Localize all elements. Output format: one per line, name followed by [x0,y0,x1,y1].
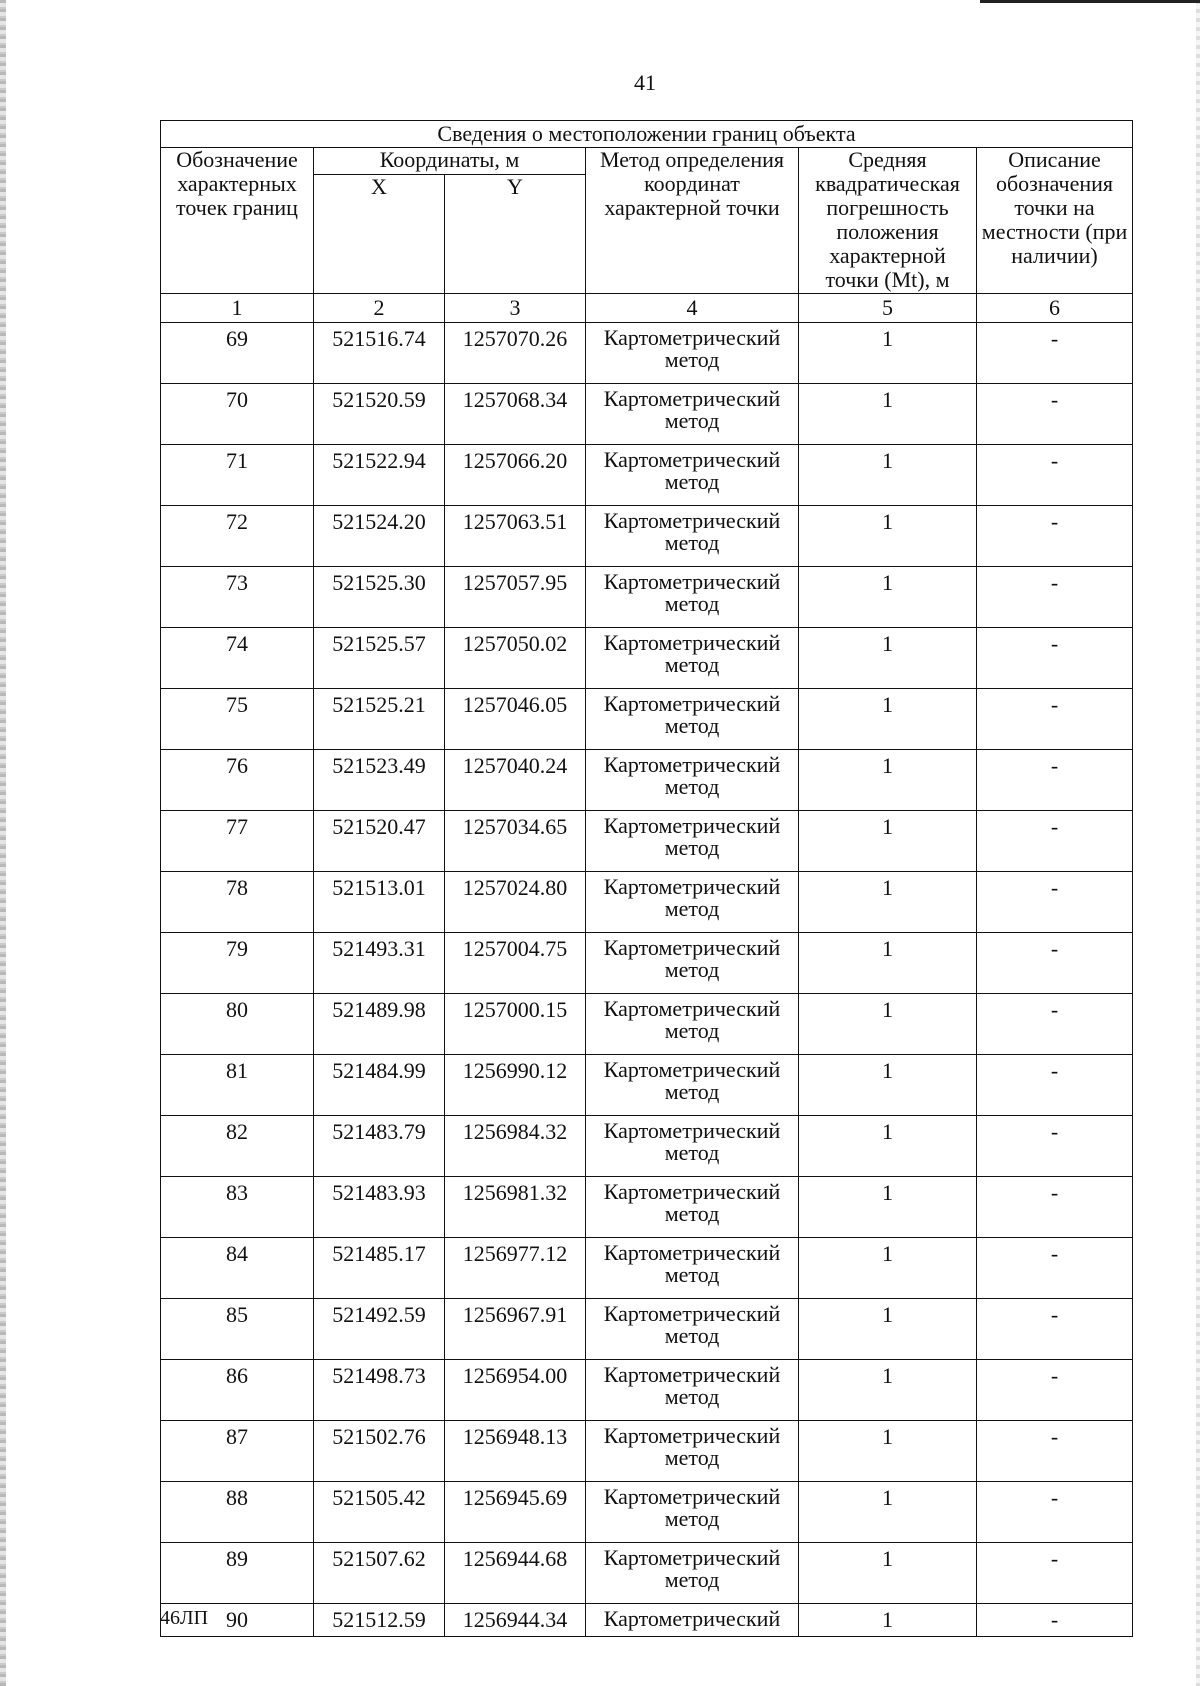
cell-x: 521513.01 [314,872,445,933]
cell-description: - [977,872,1133,933]
cell-method: Картометрический метод [586,323,799,384]
cell-y: 1256977.12 [445,1238,586,1299]
cell-point: 75 [161,689,314,750]
header-error: Средняя квадратическая погрешность положения характерной точки (Mt), м [799,148,977,294]
cell-y: 1256948.13 [445,1421,586,1482]
cell-description: - [977,1360,1133,1421]
cell-description: - [977,1116,1133,1177]
table-row [161,1055,1133,1116]
cell-method: Картометрический метод [586,994,799,1055]
cell-y: 1256984.32 [445,1116,586,1177]
table-row [161,384,1133,445]
cell-y: 1257040.24 [445,750,586,811]
cell-method: Картометрический метод [586,872,799,933]
header-point: Обозначение характерных точек границ [161,148,314,294]
table-body [161,323,1133,1637]
cell-y: 1257050.02 [445,628,586,689]
cell-point: 77 [161,811,314,872]
scan-line-top [980,0,1200,3]
cell-y: 1257000.15 [445,994,586,1055]
cell-description: - [977,1482,1133,1543]
cell-y: 1256981.32 [445,1177,586,1238]
cell-description: - [977,384,1133,445]
cell-x: 521525.57 [314,628,445,689]
cell-error: 1 [799,872,977,933]
cell-method: Картометрический метод [586,567,799,628]
column-number: 2 [314,294,445,323]
header-coordinates: Координаты, м [314,148,586,175]
cell-point: 83 [161,1177,314,1238]
table-title: Сведения о местоположении границ объекта [161,121,1133,148]
cell-x: 521484.99 [314,1055,445,1116]
cell-error: 1 [799,1299,977,1360]
table-row [161,1116,1133,1177]
cell-method: Картометрический метод [586,506,799,567]
cell-error: 1 [799,384,977,445]
cell-x: 521498.73 [314,1360,445,1421]
header-y: Y [445,175,586,294]
column-number: 1 [161,294,314,323]
cell-y: 1257066.20 [445,445,586,506]
table-row [161,1177,1133,1238]
cell-point: 86 [161,1360,314,1421]
cell-point: 89 [161,1543,314,1604]
cell-y: 1256954.00 [445,1360,586,1421]
cell-point: 85 [161,1299,314,1360]
cell-error: 1 [799,1604,977,1637]
cell-x: 521524.20 [314,506,445,567]
cell-method: Картометрический метод [586,750,799,811]
cell-description: - [977,689,1133,750]
cell-y: 1257034.65 [445,811,586,872]
cell-method: Картометрический метод [586,1177,799,1238]
cell-description: - [977,933,1133,994]
cell-error: 1 [799,1543,977,1604]
cell-point: 79 [161,933,314,994]
table-row [161,1604,1133,1637]
cell-x: 521512.59 [314,1604,445,1637]
cell-x: 521492.59 [314,1299,445,1360]
cell-y: 1256944.68 [445,1543,586,1604]
cell-y: 1257046.05 [445,689,586,750]
scan-edge-right [1196,0,1200,1686]
cell-description: - [977,506,1133,567]
cell-error: 1 [799,1116,977,1177]
cell-method: Картометрический метод [586,628,799,689]
cell-error: 1 [799,689,977,750]
table-row [161,1299,1133,1360]
cell-x: 521483.93 [314,1177,445,1238]
cell-method: Картометрический метод [586,689,799,750]
cell-description: - [977,323,1133,384]
cell-point: 76 [161,750,314,811]
table-row [161,1543,1133,1604]
cell-error: 1 [799,506,977,567]
cell-method: Картометрический метод [586,445,799,506]
cell-method: Картометрический метод [586,1055,799,1116]
table-row [161,1238,1133,1299]
cell-method: Картометрический метод [586,384,799,445]
cell-x: 521520.59 [314,384,445,445]
cell-error: 1 [799,1421,977,1482]
cell-method: Картометрический метод [586,1421,799,1482]
table-row [161,628,1133,689]
cell-description: - [977,750,1133,811]
cell-error: 1 [799,445,977,506]
table-row [161,506,1133,567]
column-number: 3 [445,294,586,323]
header-description: Описание обозначения точки на местности (при наличии) [977,148,1133,294]
table-row [161,933,1133,994]
cell-method: Картометрический метод [586,1360,799,1421]
cell-description: - [977,1604,1133,1637]
cell-point: 73 [161,567,314,628]
cell-y: 1257004.75 [445,933,586,994]
cell-x: 521516.74 [314,323,445,384]
cell-error: 1 [799,1360,977,1421]
cell-point: 72 [161,506,314,567]
column-number: 4 [586,294,799,323]
cell-y: 1257063.51 [445,506,586,567]
cell-method: Картометрический метод [586,1482,799,1543]
cell-point: 82 [161,1116,314,1177]
cell-error: 1 [799,628,977,689]
cell-description: - [977,1055,1133,1116]
cell-x: 521522.94 [314,445,445,506]
cell-method: Картометрический метод [586,933,799,994]
cell-description: - [977,628,1133,689]
cell-x: 521525.30 [314,567,445,628]
cell-y: 1256945.69 [445,1482,586,1543]
cell-point: 70 [161,384,314,445]
cell-y: 1257068.34 [445,384,586,445]
cell-y: 1257024.80 [445,872,586,933]
cell-point: 87 [161,1421,314,1482]
cell-error: 1 [799,323,977,384]
cell-error: 1 [799,933,977,994]
cell-error: 1 [799,1177,977,1238]
cell-description: - [977,1421,1133,1482]
cell-point: 90 [161,1604,314,1637]
cell-point: 84 [161,1238,314,1299]
cell-x: 521489.98 [314,994,445,1055]
table-row [161,872,1133,933]
cell-x: 521485.17 [314,1238,445,1299]
cell-point: 71 [161,445,314,506]
column-number: 5 [799,294,977,323]
cell-error: 1 [799,750,977,811]
cell-y: 1256967.91 [445,1299,586,1360]
cell-method: Картометрический метод [586,1116,799,1177]
cell-description: - [977,445,1133,506]
cell-point: 88 [161,1482,314,1543]
column-numbers-row [161,294,1133,323]
table-row [161,445,1133,506]
cell-description: - [977,567,1133,628]
table-row [161,567,1133,628]
cell-error: 1 [799,811,977,872]
cell-point: 74 [161,628,314,689]
header-method: Метод определения координат характерной точки [586,148,799,294]
cell-y: 1256990.12 [445,1055,586,1116]
cell-point: 69 [161,323,314,384]
cell-description: - [977,1543,1133,1604]
cell-x: 521493.31 [314,933,445,994]
cell-error: 1 [799,567,977,628]
cell-point: 80 [161,994,314,1055]
table-row [161,750,1133,811]
table-row [161,811,1133,872]
header-x: X [314,175,445,294]
page-number: 41 [634,70,656,95]
cell-x: 521505.42 [314,1482,445,1543]
cell-y: 1257070.26 [445,323,586,384]
cell-y: 1256944.34 [445,1604,586,1637]
cell-x: 521483.79 [314,1116,445,1177]
table-row [161,1360,1133,1421]
cell-description: - [977,811,1133,872]
cell-method: Картометрический [586,1604,799,1637]
cell-x: 521520.47 [314,811,445,872]
cell-error: 1 [799,994,977,1055]
cell-x: 521525.21 [314,689,445,750]
cell-method: Картометрический метод [586,1238,799,1299]
cell-error: 1 [799,1238,977,1299]
cell-description: - [977,1299,1133,1360]
cell-method: Картометрический метод [586,1543,799,1604]
cell-description: - [977,1238,1133,1299]
cell-description: - [977,1177,1133,1238]
cell-x: 521502.76 [314,1421,445,1482]
table-row [161,994,1133,1055]
cell-point: 78 [161,872,314,933]
scan-edge-left [0,0,6,1686]
table-row [161,1421,1133,1482]
footer-code: 46ЛП [160,1607,209,1629]
column-number: 6 [977,294,1133,323]
cell-description: - [977,994,1133,1055]
cell-x: 521507.62 [314,1543,445,1604]
table-row [161,1482,1133,1543]
cell-error: 1 [799,1055,977,1116]
table-row [161,689,1133,750]
cell-y: 1257057.95 [445,567,586,628]
cell-x: 521523.49 [314,750,445,811]
cell-method: Картометрический метод [586,811,799,872]
cell-point: 81 [161,1055,314,1116]
table-row [161,323,1133,384]
cell-method: Картометрический метод [586,1299,799,1360]
cell-error: 1 [799,1482,977,1543]
boundary-coordinates-table [160,120,1133,1637]
